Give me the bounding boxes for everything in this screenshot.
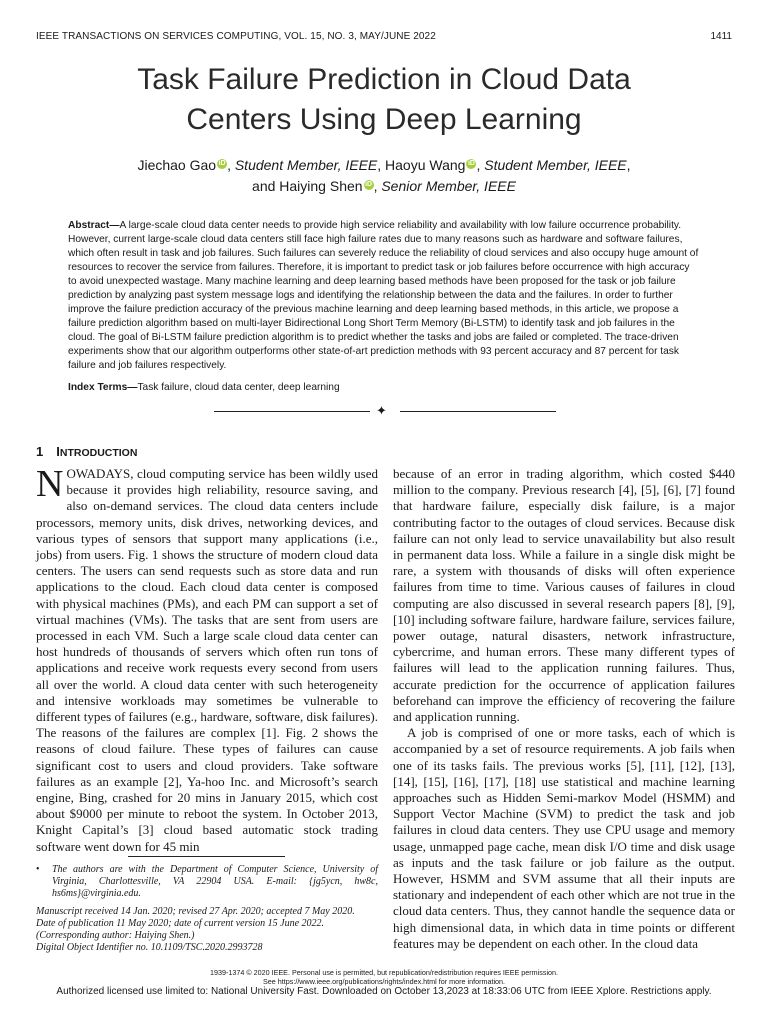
index-terms	[68, 381, 700, 395]
section-title-rest: NTRODUCTION	[59, 447, 138, 459]
page-number: 1411	[710, 31, 732, 42]
index-terms-label: Index Terms—	[68, 382, 138, 393]
manuscript-history	[36, 906, 378, 955]
copyright-line-1: 1939-1374 © 2020 IEEE. Personal use is permitted, but republication/redistribution requires IEEE permission.	[209, 968, 559, 977]
copyright-line-2[interactable]: See https://www.ieee.org/publications/rights/index.html for more information.	[262, 977, 506, 986]
index-terms-text: Task failure, cloud data center, deep learning	[137, 382, 340, 393]
running-header: IEEE TRANSACTIONS ON SERVICES COMPUTING, VOL. 15, NO. 3, MAY/JUNE 2022	[36, 31, 436, 42]
abstract-text: A large-scale cloud data center needs to provide high service reliability and availability with low failure occurrence probability. However, current large-scale cloud data centers still face high failure rates due to many reasons such as hardware and software failures, which often result in task and job failures. Such failures can severely reduce the reliability of cloud services and also occupy huge amount of resources to recover the service from failures. Therefore, it is important to predict task or job failures before occurrence with high accuracy to avoid unexpected wastage. Many machine learning and deep learning based methods have been proposed for the task or job failure prediction by analyzing past system message logs and identifying the relationship between the data and the failures. In order to further improve the failure prediction accuracy of the previous machine learning and deep learning based methods, in this article, we propose a failure prediction algorithm based on multi-layer Bidirectional Long Short Term Memory (Bi-LSTM) to identify task and job failures in the cloud. The goal of Bi-LSTM failure prediction algorithm is to predict whether the tasks and jobs are failed or completed. The trace-driven experiments show that our algorithm outperforms other state-of-art prediction methods with 93 percent accuracy and 87 percent for task failure and job failures respectively.	[68, 220, 699, 371]
section-divider	[214, 404, 556, 418]
paragraph	[36, 463, 378, 855]
publication-line: Date of publication 11 May 2020; date of current version 15 June 2022.	[36, 917, 325, 929]
divider-diamond-icon: ✦	[376, 403, 387, 418]
author-name: Haoyu Wang	[385, 157, 466, 173]
paper-title	[0, 60, 768, 140]
paragraph-text: , cloud computing service has been wildly used because it provides high reliability, resource saving, and also on-demand services. The cloud data centers include processors, memory units, disk drives, networking devices, and various types of sensors that support many applications (i.e., jobs) from users. Fig. 1 shows the structure of modern cloud data centers. The users can send requests such as store data and run applications to the cloud. Each cloud data center is composed with physical machines (PMs), and each PM can support a set of virtual machines (VMs). The tasks that are sent from users are processed in each VM. Such a large scale cloud data center can host hundreds of thousands of servers which often run tons of applications and receive work requests every second from users all over the world. A cloud data center with such heterogeneity and intensive workloads may sometimes be vulnerable to different types of failures (e.g., hardware, software, disk failures). The reasons of the failures are complex [1]. Fig. 2 shows the reasons of cloud failure. These types of failures can cause significant cost to users and cloud providers. Take software failures as an example [2], Ya-hoo Inc. and Microsoft’s search engine, Bing, crashed for 20 mins in January 2015, which cost about $9000 per minute to reboot the system. In October 2013, Knight Capital’s [3] cloud based automatic stock trading software went down for 45 min	[36, 466, 378, 854]
author-role: Student Member, IEEE	[234, 157, 378, 173]
divider-line-right	[400, 411, 556, 412]
abstract	[68, 219, 700, 373]
orcid-icon[interactable]: iD	[218, 160, 226, 167]
author-line-2: and Haiying Shen iD , Senior Member, IEEE	[252, 178, 516, 194]
title-line-2: Centers Using Deep Learning	[186, 103, 582, 136]
body-column-left	[36, 463, 378, 855]
affiliation-text: The authors are with the Department of Computer Science, University of Virginia, Charlottesville, VA 22904 USA. E-mail: {jg5ycn, hw8c, hs6ms}@virginia.edu.	[52, 864, 378, 900]
footnote-rule	[128, 856, 285, 857]
body-column-right	[393, 466, 735, 952]
section-number: 1	[36, 444, 44, 459]
section-title-initial: I	[56, 444, 60, 459]
author-line-1: Jiechao Gao iD , Student Member, IEEE, Haoyu Wang iD , Student Member, IEEE,	[137, 157, 631, 173]
author-role: Senior Member, IEEE	[381, 178, 516, 194]
received-line: Manuscript received 14 Jan. 2020; revised 27 Apr. 2020; accepted 7 May 2020.	[36, 905, 355, 917]
author-conjunction: and	[252, 178, 276, 194]
orcid-icon[interactable]: iD	[365, 181, 373, 188]
abstract-label: Abstract—	[68, 220, 120, 231]
drop-cap: N	[36, 463, 64, 505]
title-line-1: Task Failure Prediction in Cloud Data	[137, 63, 631, 96]
divider-line-left	[214, 411, 370, 412]
orcid-icon[interactable]: iD	[467, 160, 475, 167]
author-role: Student Member, IEEE	[484, 157, 627, 173]
section-heading	[36, 444, 137, 459]
bullet-icon: •	[36, 864, 40, 875]
license-notice: Authorized licensed use limited to: National University Fast. Downloaded on October 13,2023 at 18:33:06 UTC from IEEE Xplore. Restrictions apply.	[56, 986, 712, 997]
author-name: Jiechao Gao	[137, 157, 217, 173]
doi-line[interactable]: Digital Object Identifier no. 10.1109/TSC.2020.2993728	[36, 942, 263, 954]
footnotes	[36, 864, 378, 954]
first-word-small-caps: OWADAYS	[66, 466, 131, 481]
paragraph: because of an error in trading algorithm, which costed $440 million to the company. Previous research [4], [5], [6], [7] found that hardware failure, especially disk failure, is a major contributing factor to the outages of cloud services. Because disk failure can not only lead to service unavailability but also result in permanent data loss. While a failure in a single disk might be rare, a system with thousands of disks will often experience failures from time to time. Various causes of failures in cloud computing are also discussed in several research papers [8], [9], [10] including software failure, hardware failure, services failure, power outage, natural disasters, network infrastructure, cybercrime, and human errors. These many different types of failures will lead to the application running failures. Thus, accurate prediction for the occurrence of application failures beforehand can improve the efficiency of recovering the failure and application running.	[393, 466, 735, 725]
author-list	[0, 155, 768, 197]
copyright-notice	[0, 968, 768, 986]
corresponding-author-line: (Corresponding author: Haiying Shen.)	[36, 930, 195, 942]
affiliation-note	[36, 864, 378, 901]
author-name: Haiying Shen	[279, 178, 363, 194]
paragraph: A job is comprised of one or more tasks, each of which is accompanied by a set of resource requirements. A job fails when one of its tasks fails. The previous works [5], [11], [12], [13], [14], [15], [16], [17], [18] use statistical and machine learning approaches such as Hidden Semi-markov Model (HSMM) and Support Vector Machine (SVM) to predict the task and job failures in cloud data centers. They use CPU usage and memory usage, unmapped page cache, mean disk I/O time and disk usage as inputs and the task failure or job failure as the output. However, HSMM and SVM assume that all their inputs are stationary and independent of each other which are not true in the cloud data centers. Thus, they cannot handle the sequence data or high dimensional data, in which data in time points or different features may be dependent on each other. In the cloud data	[393, 725, 735, 951]
